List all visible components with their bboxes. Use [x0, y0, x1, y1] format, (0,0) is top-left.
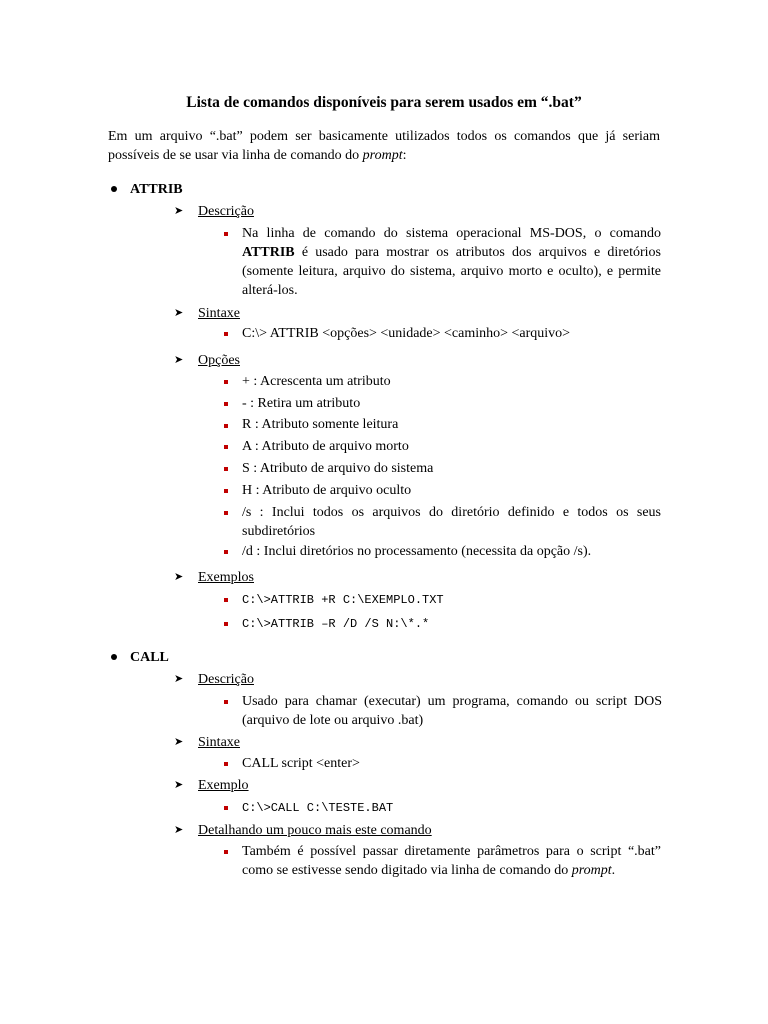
call-descricao-text: Usado para chamar (executar) um programa, comando ou script DOS (arquivo de lote ou arquivo .bat): [242, 694, 662, 728]
chevron-right-icon: ➤: [174, 354, 184, 366]
section-bullet-icon: [111, 654, 117, 660]
call-detalhando-part1: Também é possível passar diretamente parâmetros para o script “.bat” como se estivesse sendo digitado via linha de comando do: [242, 844, 661, 878]
red-square-bullet-icon: [224, 332, 228, 336]
red-square-bullet-icon: [224, 424, 228, 428]
chevron-right-icon: ➤: [174, 673, 184, 685]
subheading-sintaxe: Sintaxe: [198, 306, 240, 321]
call-detalhando-text: [242, 842, 661, 880]
section-title-call: CALL: [130, 650, 169, 665]
intro-paragraph: [108, 127, 660, 165]
example-code: C:\>ATTRIB –R /D /S N:\*.*: [242, 617, 430, 631]
section-bullet-icon: [111, 186, 117, 192]
red-square-bullet-icon: [224, 598, 228, 602]
attrib-sintaxe-text: C:\> ATTRIB <opções> <unidade> <caminho> <arquivo>: [242, 326, 571, 341]
subheading-descricao: Descrição: [198, 672, 254, 687]
red-square-bullet-icon: [224, 489, 228, 493]
subheading-sintaxe: Sintaxe: [198, 735, 240, 750]
subheading-exemplos: Exemplos: [198, 570, 254, 585]
red-square-bullet-icon: [224, 402, 228, 406]
chevron-right-icon: ➤: [174, 824, 184, 836]
subheading-detalhando: Detalhando um pouco mais este comando: [198, 823, 432, 838]
red-square-bullet-icon: [224, 511, 228, 515]
chevron-right-icon: ➤: [174, 307, 184, 319]
call-sintaxe-text: CALL script <enter>: [242, 756, 360, 771]
subheading-exemplo: Exemplo: [198, 778, 249, 793]
subheading-opcoes: Opções: [198, 353, 240, 368]
red-square-bullet-icon: [224, 550, 228, 554]
intro-emphasis: prompt: [362, 148, 403, 163]
attrib-descricao-text: [242, 224, 661, 300]
intro-colon: :: [402, 148, 407, 163]
attrib-descricao-part2: é usado para mostrar os atributos dos arquivos e diretórios (somente leitura, arquivo do sistema, arquivo morto e oculto), e permite alterá-los.: [242, 245, 661, 298]
option-item: /d : Inclui diretórios no processamento (necessita da opção /s).: [242, 544, 592, 559]
chevron-right-icon: ➤: [174, 205, 184, 217]
red-square-bullet-icon: [224, 806, 228, 810]
chevron-right-icon: ➤: [174, 571, 184, 583]
option-item: R : Atributo somente leitura: [242, 417, 399, 432]
example-code: C:\>ATTRIB +R C:\EXEMPLO.TXT: [242, 593, 444, 607]
example-code: C:\>CALL C:\TESTE.BAT: [242, 801, 394, 815]
red-square-bullet-icon: [224, 380, 228, 384]
attrib-descricao-part1: Na linha de comando do sistema operacional MS-DOS, o comando: [242, 226, 661, 241]
option-item: A : Atributo de arquivo morto: [242, 439, 409, 454]
red-square-bullet-icon: [224, 850, 228, 854]
red-square-bullet-icon: [224, 762, 228, 766]
section-title-attrib: ATTRIB: [130, 182, 183, 197]
option-item: /s : Inclui todos os arquivos do diretório definido e todos os seus subdiretórios: [242, 505, 661, 539]
intro-text: Em um arquivo “.bat” podem ser basicamente utilizados todos os comandos que já seriam possíveis de se usar via linha de comando do: [108, 129, 660, 163]
call-detalhando-emphasis: prompt: [571, 863, 612, 878]
red-square-bullet-icon: [224, 232, 228, 236]
option-item: S : Atributo de arquivo do sistema: [242, 461, 434, 476]
red-square-bullet-icon: [224, 467, 228, 471]
call-detalhando-period: .: [611, 863, 616, 878]
attrib-descricao-bold: ATTRIB: [242, 245, 295, 260]
red-square-bullet-icon: [224, 700, 228, 704]
red-square-bullet-icon: [224, 445, 228, 449]
document-title: Lista de comandos disponíveis para serem usados em “.bat”: [186, 94, 582, 111]
option-item: - : Retira um atributo: [242, 396, 361, 411]
red-square-bullet-icon: [224, 622, 228, 626]
option-item: H : Atributo de arquivo oculto: [242, 483, 412, 498]
chevron-right-icon: ➤: [174, 779, 184, 791]
chevron-right-icon: ➤: [174, 736, 184, 748]
option-item: + : Acrescenta um atributo: [242, 374, 391, 389]
subheading-descricao: Descrição: [198, 204, 254, 219]
